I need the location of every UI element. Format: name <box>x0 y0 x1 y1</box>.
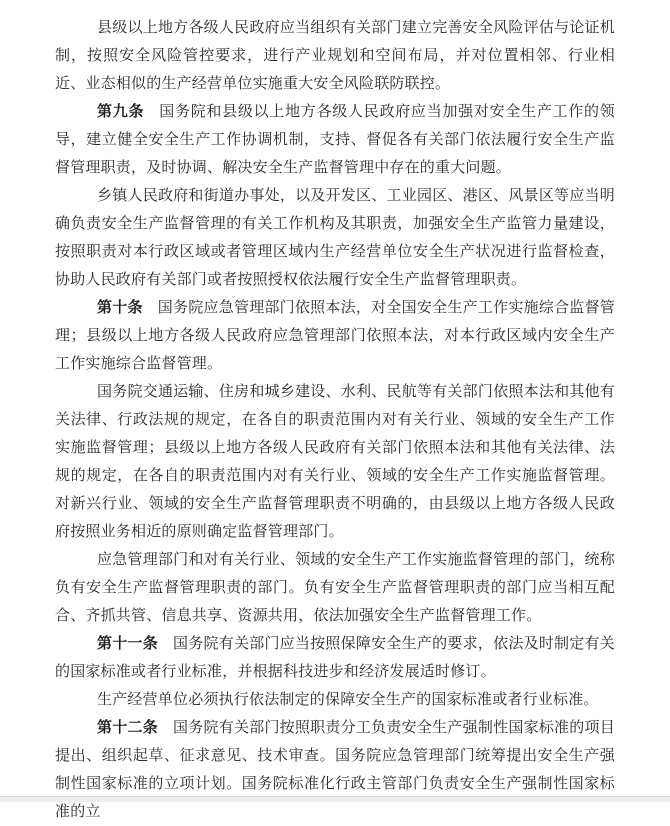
paragraph-text: 国务院有关部门应当按照保障安全生产的要求，依法及时制定有关的国家标准或者行业标准，并根据科技进步和经济发展适时修订。 <box>55 636 615 680</box>
paragraph-text: 国务院有关部门按照职责分工负责安全生产强制性国家标准的项目提出、组织起草、征求意见、技术审查。国务院应急管理部门统筹提出安全生产强制性国家标准的立项计划。国务院标准化行政主管部门负责安全生产强制性国家标准的立 <box>55 720 615 820</box>
article-number: 第九条 <box>97 104 145 120</box>
document-body <box>55 14 615 826</box>
paragraph-text: 应急管理部门和对有关行业、领域的安全生产工作实施监督管理的部门，统称负有安全生产监督管理职责的部门。负有安全生产监督管理职责的部门应当相互配合、齐抓共管、信息共享、资源共用，依法加强安全生产监督管理工作。 <box>55 552 615 624</box>
paragraph-text: 国务院应急管理部门依照本法，对全国安全生产工作实施综合监督管理；县级以上地方各级人民政府应急管理部门依照本法，对本行政区域内安全生产工作实施综合监督管理。 <box>55 300 615 372</box>
paragraph <box>55 294 615 378</box>
paragraph-text: 国务院交通运输、住房和城乡建设、水利、民航等有关部门依照本法和其他有关法律、行政法规的规定，在各自的职责范围内对有关行业、领域的安全生产工作实施监督管理；县级以上地方各级人民政府有关部门依照本法和其他有关法律、法规的规定，在各自的职责范围内对有关行业、领域的安全生产工作实施监督管理。对新兴行业、领域的安全生产监督管理职责不明确的，由县级以上地方各级人民政府按照业务相近的原则确定监督管理部门。 <box>55 384 615 540</box>
paragraph <box>55 98 615 182</box>
article-number: 第十条 <box>97 300 143 316</box>
paragraph-text: 生产经营单位必须执行依法制定的保障安全生产的国家标准或者行业标准。 <box>97 692 599 708</box>
paragraph <box>55 14 615 98</box>
paragraph <box>55 686 615 714</box>
paragraph <box>55 630 615 686</box>
paragraph-text: 县级以上地方各级人民政府应当组织有关部门建立完善安全风险评估与论证机制，按照安全风险管控要求，进行产业规划和空间布局，并对位置相邻、行业相近、业态相似的生产经营单位实施重大安全风险联防联控。 <box>55 20 615 92</box>
paragraph-text: 国务院和县级以上地方各级人民政府应当加强对安全生产工作的领导，建立健全安全生产工作协调机制，支持、督促各有关部门依法履行安全生产监督管理职责，及时协调、解决安全生产监督管理中存在的重大问题。 <box>55 104 615 176</box>
paragraph <box>55 714 615 826</box>
paragraph <box>55 182 615 294</box>
paragraph <box>55 546 615 630</box>
paragraph <box>55 378 615 546</box>
paragraph-text: 乡镇人民政府和街道办事处，以及开发区、工业园区、港区、风景区等应当明确负责安全生产监督管理的有关工作机构及其职责，加强安全生产监管力量建设，按照职责对本行政区域或者管理区域内生产经营单位安全生产状况进行监督检查，协助人民政府有关部门或者按照授权依法履行安全生产监督管理职责。 <box>55 188 615 288</box>
status-bar-edge <box>0 796 670 802</box>
article-number: 第十二条 <box>97 720 158 736</box>
article-number: 第十一条 <box>97 636 158 652</box>
